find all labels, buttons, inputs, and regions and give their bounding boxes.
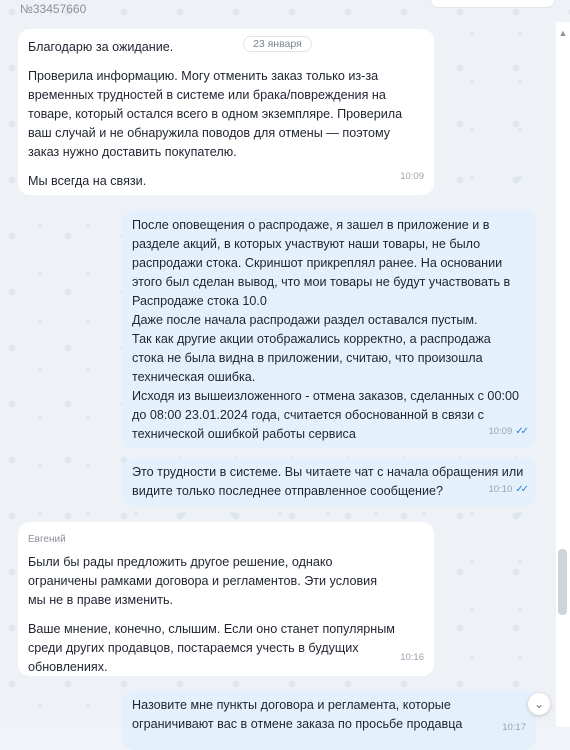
double-check-icon: ✓✓ xyxy=(515,484,526,495)
header-action-button[interactable] xyxy=(430,0,555,8)
message-time: 10:09 xyxy=(488,426,513,437)
chat-header xyxy=(0,0,555,22)
message-text: Были бы рады предложить другое решение, однако ограничены рамками договора и регламентов. Эти условия мы не в праве изменить. xyxy=(28,555,378,607)
message-time: 10:16 xyxy=(400,652,424,663)
message-text: Мы всегда на связи. xyxy=(28,174,147,188)
message-time: 10:17 xyxy=(502,722,526,733)
chevron-down-icon: ⌄ xyxy=(533,697,545,711)
message-text: Ваше мнение, конечно, слышим. Если оно станет популярным среди других продавцов, постараемся учесть в будущих обновлениях. xyxy=(28,622,395,674)
scrollbar-track[interactable] xyxy=(556,22,570,727)
date-separator: 23 января xyxy=(243,36,312,52)
message-outgoing xyxy=(122,458,536,506)
message-incoming xyxy=(18,522,434,676)
message-outgoing xyxy=(122,690,536,750)
message-time: 10:10 xyxy=(488,484,513,495)
double-check-icon: ✓✓ xyxy=(515,426,526,437)
message-text: Назовите мне пункты договора и регламента, которые ограничивают вас в отмене заказа по просьбе продавца xyxy=(132,698,463,731)
message-time-wrap xyxy=(488,480,526,499)
message-incoming xyxy=(18,29,434,195)
sender-name: Евгений xyxy=(28,534,66,545)
chevron-up-icon[interactable]: ▲ xyxy=(558,28,568,38)
order-id: №33457660 xyxy=(20,2,87,16)
message-time: 10:09 xyxy=(400,171,424,182)
message-time-wrap xyxy=(488,422,526,441)
message-outgoing xyxy=(122,210,536,448)
message-text: Благодарю за ожидание. xyxy=(28,40,174,54)
message-text: Это трудности в системе. Вы читаете чат с начала обращения или видите только последнее отправленное сообщение? xyxy=(132,465,524,498)
message-text: После оповещения о распродаже, я зашел в приложение и в разделе акций, в которых участвуют наши товары, не было распродажи стока. Скриншот прикреплял ранее. На основании этого был сделан вывод, что мои товары не будут участвовать в Распродаже стока 10.0 Даже после начала распродажи раздел оставался пустым. Так как другие акции отображались корректно, а распродажа стока не была видна в приложении, считаю, что произошла техническая ошибка. Исходя из вышеизложенного - отмена заказов, сделанных с 00:00 до 08:00 23.01.2024 года, считается обоснованной в связи с технической ошибкой работы сервиса xyxy=(132,218,519,441)
message-text: Проверила информацию. Могу отменить заказ только из-за временных трудностей в системе или брака/повреждения на товаре, который остался всего в одном экземпляре. Проверила ваш случай и не обнаружила поводов для отмены — поэтому заказ нужно доставить покупателю. xyxy=(28,69,403,159)
scroll-down-button[interactable] xyxy=(528,693,550,715)
scrollbar-thumb[interactable] xyxy=(558,549,567,615)
